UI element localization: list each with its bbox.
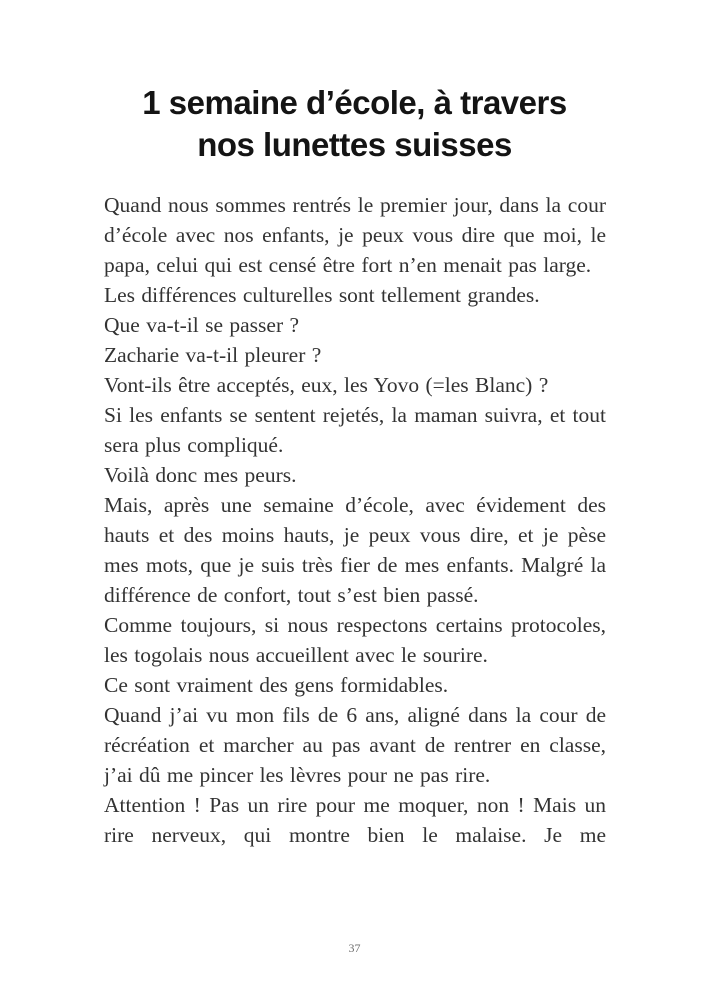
page-title-line-1: 1 semaine d’école, à travers (142, 84, 567, 121)
paragraph: Attention ! Pas un rire pour me moquer, non ! Mais un rire nerveux, qui montre bien le malaise. Je me (104, 793, 606, 847)
paragraph: Voilà donc mes peurs. (104, 463, 297, 487)
paragraph: Comme toujours, si nous respectons certains protocoles, les togolais nous accueillent avec le sourire. (104, 613, 606, 667)
paragraph: Vont-ils être acceptés, eux, les Yovo (=les Blanc) ? (104, 373, 549, 397)
page-title-line-2: nos lunettes suisses (197, 126, 512, 163)
paragraph: Les différences culturelles sont tellement grandes. (104, 283, 540, 307)
paragraph: Ce sont vraiment des gens formidables. (104, 673, 449, 697)
body-paragraphs (104, 190, 606, 850)
page-title (0, 82, 709, 166)
paragraph: Quand j’ai vu mon fils de 6 ans, aligné dans la cour de récréation et marcher au pas avant de rentrer en classe, j’ai dû me pincer les lèvres pour ne pas rire. (104, 703, 606, 787)
paragraph: Quand nous sommes rentrés le premier jour, dans la cour d’école avec nos enfants, je peux vous dire que moi, le papa, celui qui est censé être fort n’en menait pas large. (104, 193, 606, 277)
paragraph: Que va-t-il se passer ? (104, 313, 300, 337)
paragraph: Zacharie va-t-il pleurer ? (104, 343, 322, 367)
paragraph: Si les enfants se sentent rejetés, la maman suivra, et tout sera plus compliqué. (104, 403, 606, 457)
paragraph: Mais, après une semaine d’école, avec évidement des hauts et des moins hauts, je peux vous dire, et je pèse mes mots, que je suis très fier de mes enfants. Malgré la différence de confort, tout s’est bien passé. (104, 493, 606, 607)
page-number: 37 (348, 941, 361, 955)
